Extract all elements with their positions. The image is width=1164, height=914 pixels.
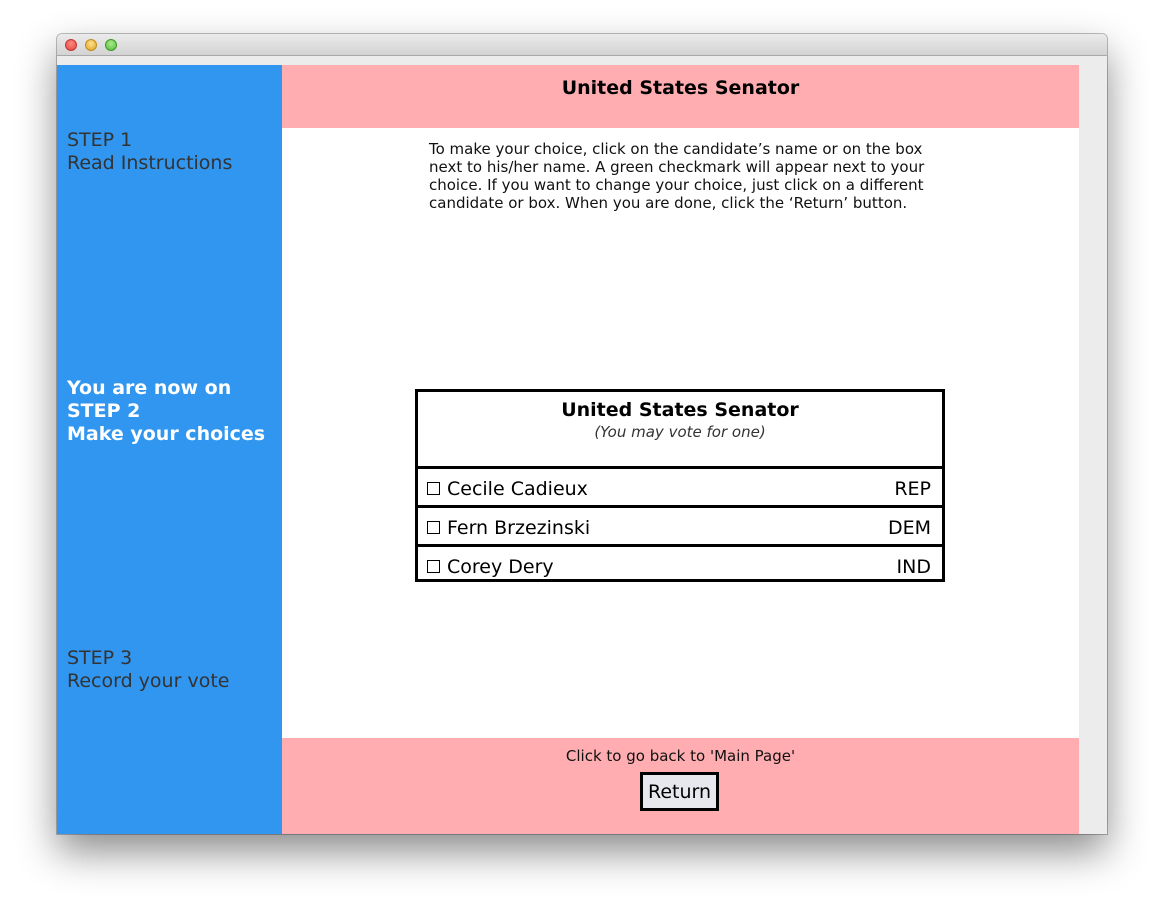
navigation-footer [282, 738, 1079, 834]
step-2-number: STEP 2 [67, 400, 141, 422]
candidate-name[interactable]: Corey Dery [447, 556, 554, 578]
candidate-party: IND [896, 556, 931, 578]
candidate-checkbox[interactable] [427, 482, 440, 495]
candidate-name[interactable]: Fern Brzezinski [447, 517, 591, 539]
right-gutter [1079, 65, 1107, 834]
return-hint: Click to go back to 'Main Page' [565, 747, 796, 765]
app-window [57, 34, 1107, 834]
candidate-party: REP [894, 478, 931, 500]
candidate-party: DEM [887, 517, 931, 539]
candidate-row-cadieux[interactable] [418, 469, 942, 508]
step-1 [67, 129, 232, 175]
window-titlebar [57, 34, 1107, 56]
page-title: United States Senator [561, 77, 800, 99]
main-panel [282, 65, 1079, 834]
candidate-row-dery[interactable] [418, 547, 942, 583]
minimize-window-icon[interactable] [85, 39, 97, 51]
candidate-name[interactable]: Cecile Cadieux [447, 478, 588, 500]
close-window-icon[interactable] [65, 39, 77, 51]
step-2-prefix: You are now on [67, 377, 232, 399]
candidate-checkbox[interactable] [427, 560, 440, 573]
ballot-header [418, 392, 942, 469]
step-1-number: STEP 1 [67, 129, 133, 151]
steps-sidebar [57, 65, 282, 834]
instructions-text: To make your choice, click on the candidate’s name or on the box next to his/her name. A green checkmark will appear next to your choice. If you want to change your choice, just click on a different candidate or box. When you are done, click the ‘Return’ button. [429, 140, 925, 212]
ballot-subtitle: (You may vote for one) [594, 423, 766, 441]
contest-header [282, 65, 1079, 128]
step-3 [67, 647, 229, 693]
step-3-number: STEP 3 [67, 647, 133, 669]
candidate-checkbox[interactable] [427, 521, 440, 534]
zoom-window-icon[interactable] [105, 39, 117, 51]
ballot-title: United States Senator [561, 399, 799, 421]
step-1-label: Read Instructions [67, 152, 233, 174]
step-3-label: Record your vote [67, 670, 230, 692]
step-2-current [67, 377, 265, 446]
candidate-row-brzezinski[interactable] [418, 508, 942, 547]
ballot-contest [415, 389, 945, 582]
step-2-label: Make your choices [67, 423, 266, 445]
return-button[interactable]: Return [640, 772, 719, 811]
